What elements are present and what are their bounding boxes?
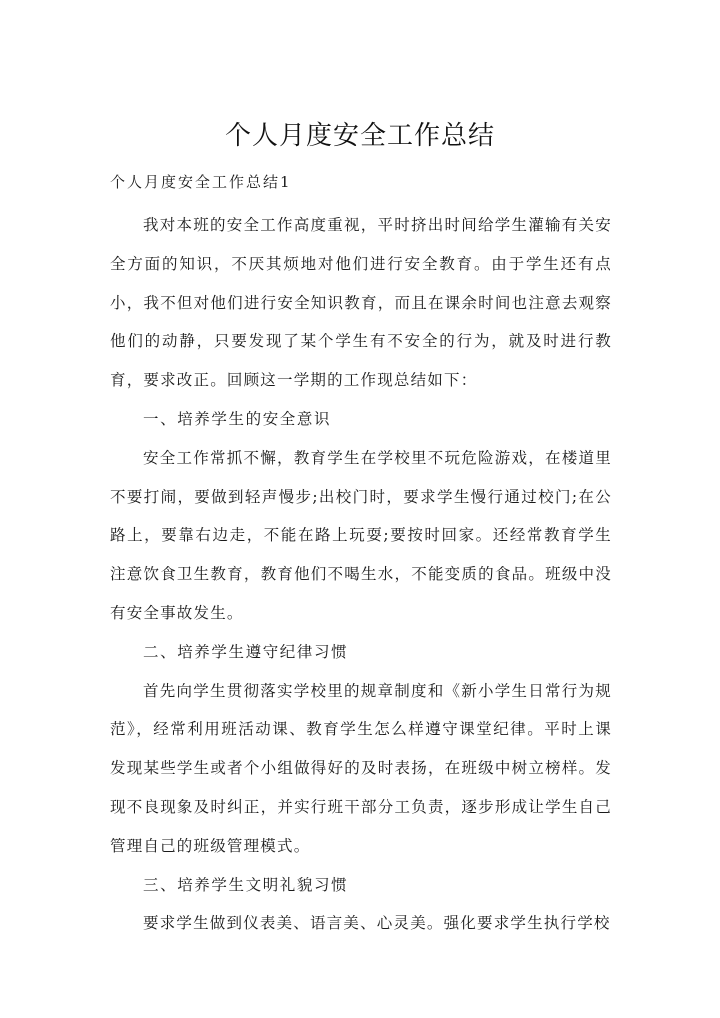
document-title: 个人月度安全工作总结 bbox=[224, 121, 495, 152]
section-subtitle: 个人月度安全工作总结1 bbox=[110, 173, 292, 191]
courtesy-paragraph: 要求学生做到仪表美、语言美、心灵美。强化要求学生执行学校 bbox=[143, 914, 611, 933]
safety-awareness-paragraph: 安全工作常抓不懈，教育学生在学校里不玩危险游戏，在楼道里不要打闹，要做到轻声慢步;出校门时，要求学生慢行通过校门;在公路上，要靠右边走，不能在路上玩耍;要按时回家。还经常教育学生注意饮食卫生教育，教育他们不喝生水，不能变质的食品。班级中没有安全事故发生。 bbox=[110, 448, 612, 622]
discipline-paragraph: 首先向学生贯彻落实学校里的规章制度和《新小学生日常行为规范》，经常利用班活动课、教育学生怎么样遵守课堂纪律。平时上课发现某些学生或者个小组做得好的及时表扬，在班级中树立榜样。发现不良现象及时纠正，并实行班干部分工负责，逐步形成让学生自己管理自己的班级管理模式。 bbox=[110, 681, 612, 855]
section-heading-discipline: 二、培养学生遵守纪律习惯 bbox=[143, 642, 349, 661]
intro-paragraph: 我对本班的安全工作高度重视，平时挤出时间给学生灌输有关安全方面的知识，不厌其烦地对他们进行安全教育。由于学生还有点小，我不但对他们进行安全知识教育，而且在课余时间也注意去观察他们的动静，只要发现了某个学生有不安全的行为，就及时进行教育，要求改正。回顾这一学期的工作现总结如下： bbox=[110, 216, 612, 390]
document-body bbox=[110, 206, 612, 943]
section-heading-safety-awareness: 一、培养学生的安全意识 bbox=[143, 409, 332, 428]
section-heading-courtesy: 三、培养学生文明礼貌习惯 bbox=[143, 875, 349, 894]
